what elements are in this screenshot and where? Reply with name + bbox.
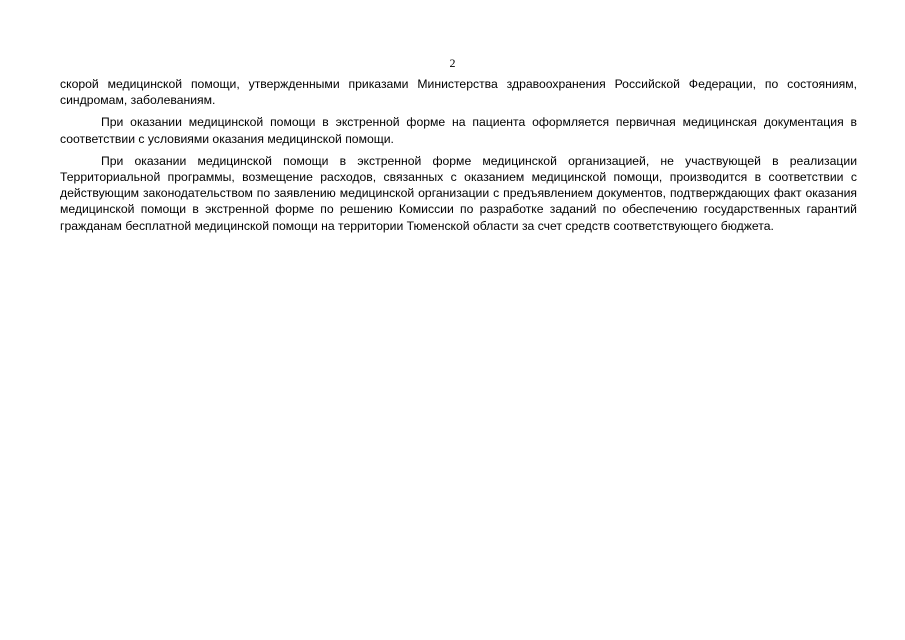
paragraph-reimbursement: При оказании медицинской помощи в экстренной форме медицинской организацией, не участвующей в реализации Территориальной программы, возмещение расходов, связанных с оказанием медицинской помощи, производится в соответствии с действующим законодательством по заявлению медицинской организации с предъявлением документов, подтверждающих факт оказания медицинской помощи в экстренной форме по решению Комиссии по разработке заданий по обеспечению государственных гарантий гражданам бесплатной медицинской помощи на территории Тюменской области за счет средств соответствующего бюджета.: [60, 153, 857, 233]
paragraph-documentation: При оказании медицинской помощи в экстренной форме на пациента оформляется первичная медицинская документация в соответствии с условиями оказания медицинской помощи.: [60, 115, 857, 146]
paragraph-continuation: скорой медицинской помощи, утвержденными приказами Министерства здравоохранения Российской Федерации, по состояниям, синдромам, заболеваниям.: [60, 77, 857, 108]
page-number: 2: [449, 56, 456, 70]
document-body: [60, 76, 857, 240]
